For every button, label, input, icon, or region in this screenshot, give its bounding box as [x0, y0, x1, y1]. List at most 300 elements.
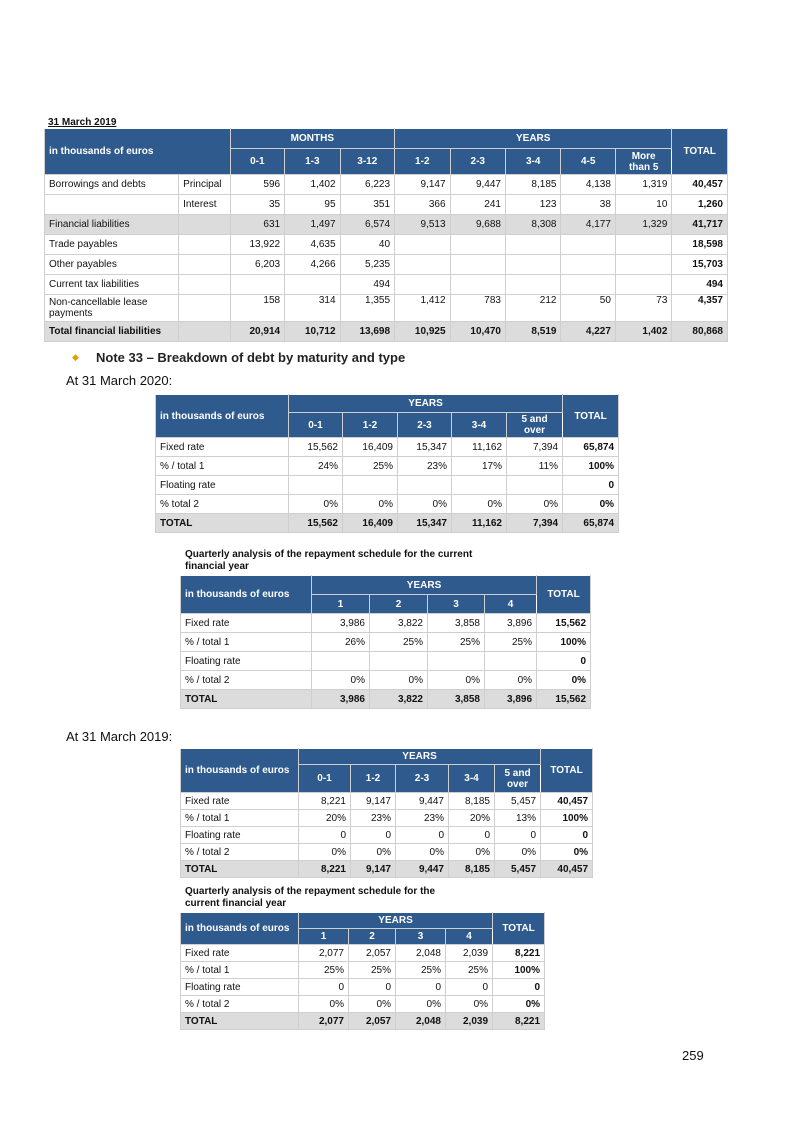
t5-col-header: 1	[299, 929, 349, 945]
cell-value: 1,329	[615, 215, 672, 235]
cell-value: 73	[615, 295, 672, 322]
t3-col-header: 3	[428, 595, 485, 614]
cell-value: 17%	[452, 457, 507, 476]
t3-unit-header: in thousands of euros	[181, 576, 312, 614]
row-total: 0%	[537, 671, 591, 690]
t5-caption: Quarterly analysis of the repayment schedule for the current financial year	[185, 886, 436, 909]
row-total: 40,457	[541, 793, 593, 810]
t4-col-header: 1-2	[351, 765, 396, 793]
cell-value	[505, 235, 560, 255]
cell-value: 26%	[312, 633, 370, 652]
cell-value: 3,986	[312, 614, 370, 633]
table-row	[156, 438, 619, 457]
cell-value: 10,470	[450, 322, 505, 342]
row-total: 8,221	[493, 945, 545, 962]
table-row	[181, 945, 545, 962]
cell-value	[615, 255, 672, 275]
cell-value: 3,822	[370, 690, 428, 709]
t5-unit-header: in thousands of euros	[181, 913, 299, 945]
row-total: 100%	[563, 457, 619, 476]
row-total: 494	[672, 275, 728, 295]
cell-value: 25%	[343, 457, 398, 476]
quarterly-2019-table	[180, 912, 545, 1030]
cell-value: 35	[230, 195, 284, 215]
row-label: TOTAL	[181, 1013, 299, 1030]
cell-value: 16,409	[343, 514, 398, 533]
cell-value: 8,185	[449, 793, 495, 810]
cell-value: 0%	[428, 671, 485, 690]
row-total: 0	[541, 827, 593, 844]
cell-value: 0	[349, 979, 396, 996]
cell-value: 40	[340, 235, 395, 255]
t1-col-header: 0-1	[230, 149, 284, 175]
cell-value: 15,347	[398, 514, 452, 533]
t4-col-header: 3-4	[449, 765, 495, 793]
cell-value: 2,077	[299, 945, 349, 962]
cell-value: 25%	[446, 962, 493, 979]
cell-value: 3,822	[370, 614, 428, 633]
cell-value: 5,457	[495, 861, 541, 878]
t5-total-header: TOTAL	[493, 913, 545, 945]
cell-value: 1,402	[615, 322, 672, 342]
cell-value: 212	[505, 295, 560, 322]
cell-value: 0%	[349, 996, 396, 1013]
cell-value: 1,412	[395, 295, 450, 322]
cell-value: 0	[299, 979, 349, 996]
cell-value: 9,447	[450, 175, 505, 195]
cell-value: 366	[395, 195, 450, 215]
t2-unit-header: in thousands of euros	[156, 395, 289, 438]
cell-value	[561, 235, 615, 255]
row-total: 0	[563, 476, 619, 495]
cell-value	[450, 255, 505, 275]
cell-value: 6,203	[230, 255, 284, 275]
cell-value: 1,355	[340, 295, 395, 322]
cell-value: 11,162	[452, 438, 507, 457]
cell-value	[507, 476, 563, 495]
cell-value: 13,698	[340, 322, 395, 342]
cell-value	[370, 652, 428, 671]
cell-value: 3,896	[485, 614, 537, 633]
cell-value: 8,308	[505, 215, 560, 235]
t4-years-header: YEARS	[299, 749, 541, 765]
row-total: 100%	[493, 962, 545, 979]
cell-value: 4,138	[561, 175, 615, 195]
cell-value: 0	[449, 827, 495, 844]
row-total: 100%	[541, 810, 593, 827]
bullet-icon: ◆	[72, 352, 79, 362]
cell-value: 9,447	[396, 793, 449, 810]
page-number: 259	[682, 1048, 704, 1063]
cell-value: 0%	[312, 671, 370, 690]
cell-value	[398, 476, 452, 495]
cell-value: 25%	[299, 962, 349, 979]
t1-unit-header: in thousands of euros	[45, 129, 231, 175]
cell-value: 2,057	[349, 1013, 396, 1030]
cell-value: 8,221	[299, 861, 351, 878]
cell-value: 0	[351, 827, 396, 844]
row-label: Non-cancellable lease payments	[45, 295, 179, 322]
row-total: 100%	[537, 633, 591, 652]
row-label: Fixed rate	[156, 438, 289, 457]
t1-col-header: 3-12	[340, 149, 395, 175]
row-total: 0%	[493, 996, 545, 1013]
cell-value: 3,858	[428, 690, 485, 709]
table-row	[181, 844, 593, 861]
cell-value: 8,185	[505, 175, 560, 195]
table-row	[45, 175, 728, 195]
cell-value: 25%	[485, 633, 537, 652]
at-2020-label: At 31 March 2020:	[66, 373, 173, 388]
t4-col-header: 0-1	[299, 765, 351, 793]
cell-value: 20%	[299, 810, 351, 827]
cell-value: 15,562	[289, 514, 343, 533]
table-row	[45, 295, 728, 322]
row-label: % total 2	[156, 495, 289, 514]
cell-value: 596	[230, 175, 284, 195]
cell-value: 0	[396, 827, 449, 844]
cell-value	[312, 652, 370, 671]
cell-value: 2,048	[396, 945, 446, 962]
cell-value: 10,925	[395, 322, 450, 342]
row-total: 80,868	[672, 322, 728, 342]
table-row	[181, 652, 591, 671]
table-row	[45, 255, 728, 275]
table-row	[181, 962, 545, 979]
row-label	[45, 195, 179, 215]
cell-value: 123	[505, 195, 560, 215]
row-total: 8,221	[493, 1013, 545, 1030]
cell-value: 2,048	[396, 1013, 446, 1030]
cell-value	[428, 652, 485, 671]
cell-value: 10	[615, 195, 672, 215]
cell-value	[452, 476, 507, 495]
table-row	[181, 690, 591, 709]
cell-value: 25%	[396, 962, 446, 979]
cell-value	[289, 476, 343, 495]
cell-value: 0%	[351, 844, 396, 861]
cell-value: 1,402	[285, 175, 340, 195]
row-label: Borrowings and debts	[45, 175, 179, 195]
row-total: 0	[537, 652, 591, 671]
row-label: TOTAL	[181, 861, 299, 878]
t3-col-header: 1	[312, 595, 370, 614]
t1-years-header: YEARS	[395, 129, 672, 149]
row-label: Floating rate	[181, 652, 312, 671]
t4-col-header: 2-3	[396, 765, 449, 793]
cell-value	[343, 476, 398, 495]
cell-value: 25%	[349, 962, 396, 979]
row-label: % / total 1	[181, 633, 312, 652]
row-label: % / total 1	[181, 810, 299, 827]
cell-value: 9,447	[396, 861, 449, 878]
t2-col-header: 0-1	[289, 413, 343, 438]
row-sublabel	[179, 322, 230, 342]
table-row	[181, 996, 545, 1013]
cell-value: 5,235	[340, 255, 395, 275]
cell-value: 0	[446, 979, 493, 996]
row-total: 15,562	[537, 614, 591, 633]
table-row	[156, 495, 619, 514]
row-total: 65,874	[563, 514, 619, 533]
cell-value: 20%	[449, 810, 495, 827]
cell-value: 2,039	[446, 1013, 493, 1030]
row-label: Other payables	[45, 255, 179, 275]
cell-value: 158	[230, 295, 284, 322]
t2-total-header: TOTAL	[563, 395, 619, 438]
row-total: 0%	[541, 844, 593, 861]
t3-years-header: YEARS	[312, 576, 537, 595]
cell-value: 20,914	[230, 322, 284, 342]
row-sublabel	[179, 275, 230, 295]
table-row	[45, 275, 728, 295]
t5-years-header: YEARS	[299, 913, 493, 929]
cell-value: 351	[340, 195, 395, 215]
t4-unit-header: in thousands of euros	[181, 749, 299, 793]
row-label: % / total 2	[181, 844, 299, 861]
row-total: 0%	[563, 495, 619, 514]
cell-value: 9,688	[450, 215, 505, 235]
row-label: TOTAL	[156, 514, 289, 533]
cell-value	[615, 275, 672, 295]
row-label: Trade payables	[45, 235, 179, 255]
row-label: % / total 1	[181, 962, 299, 979]
table-row	[45, 235, 728, 255]
cell-value	[285, 275, 340, 295]
cell-value	[450, 235, 505, 255]
row-label: % / total 1	[156, 457, 289, 476]
row-sublabel: Interest	[179, 195, 230, 215]
table-row	[181, 633, 591, 652]
cell-value: 241	[450, 195, 505, 215]
t1-months-header: MONTHS	[230, 129, 394, 149]
cell-value: 0	[396, 979, 446, 996]
row-label: Floating rate	[181, 979, 299, 996]
row-label: Fixed rate	[181, 945, 299, 962]
t4-col-header: 5 and over	[495, 765, 541, 793]
row-total: 15,562	[537, 690, 591, 709]
cell-value	[450, 275, 505, 295]
table-row	[181, 979, 545, 996]
cell-value: 10,712	[285, 322, 340, 342]
cell-value: 15,562	[289, 438, 343, 457]
cell-value: 2,077	[299, 1013, 349, 1030]
row-sublabel	[179, 255, 230, 275]
table-row	[181, 671, 591, 690]
row-label: Floating rate	[156, 476, 289, 495]
cell-value: 0	[299, 827, 351, 844]
cell-value: 0	[495, 827, 541, 844]
cell-value: 11%	[507, 457, 563, 476]
t1-col-header: 1-3	[285, 149, 340, 175]
cell-value: 0%	[343, 495, 398, 514]
row-label: % / total 2	[181, 671, 312, 690]
cell-value: 8,519	[505, 322, 560, 342]
row-sublabel	[179, 235, 230, 255]
row-total: 65,874	[563, 438, 619, 457]
t2-years-header: YEARS	[289, 395, 563, 413]
cell-value: 0%	[398, 495, 452, 514]
table-row	[181, 810, 593, 827]
cell-value	[230, 275, 284, 295]
cell-value: 25%	[370, 633, 428, 652]
note-title: Note 33 – Breakdown of debt by maturity and type	[96, 350, 406, 365]
cell-value	[505, 255, 560, 275]
row-label: Fixed rate	[181, 614, 312, 633]
cell-value: 783	[450, 295, 505, 322]
row-label: TOTAL	[181, 690, 312, 709]
cell-value: 23%	[351, 810, 396, 827]
row-label: Floating rate	[181, 827, 299, 844]
row-sublabel	[179, 215, 230, 235]
t2-col-header: 2-3	[398, 413, 452, 438]
cell-value: 9,513	[395, 215, 450, 235]
cell-value: 3,986	[312, 690, 370, 709]
cell-value: 0%	[370, 671, 428, 690]
table1-caption: 31 March 2019	[48, 117, 117, 128]
cell-value: 8,185	[449, 861, 495, 878]
t3-col-header: 2	[370, 595, 428, 614]
cell-value: 2,057	[349, 945, 396, 962]
table-row	[45, 195, 728, 215]
cell-value: 4,227	[561, 322, 615, 342]
cell-value: 631	[230, 215, 284, 235]
row-label: Financial liabilities	[45, 215, 179, 235]
cell-value: 0%	[446, 996, 493, 1013]
table-row	[156, 476, 619, 495]
cell-value: 23%	[396, 810, 449, 827]
t1-col-header: More than 5	[615, 149, 672, 175]
cell-value	[395, 235, 450, 255]
t2-col-header: 3-4	[452, 413, 507, 438]
cell-value: 6,223	[340, 175, 395, 195]
cell-value: 4,635	[285, 235, 340, 255]
t3-total-header: TOTAL	[537, 576, 591, 614]
cell-value: 4,177	[561, 215, 615, 235]
cell-value: 3,896	[485, 690, 537, 709]
cell-value	[561, 275, 615, 295]
cell-value: 1,319	[615, 175, 672, 195]
cell-value	[395, 275, 450, 295]
cell-value: 15,347	[398, 438, 452, 457]
table-row	[181, 614, 591, 633]
cell-value: 8,221	[299, 793, 351, 810]
t5-col-header: 3	[396, 929, 446, 945]
cell-value: 0%	[289, 495, 343, 514]
row-sublabel: Principal	[179, 175, 230, 195]
at-2019-label: At 31 March 2019:	[66, 729, 173, 744]
t2-col-header: 5 and over	[507, 413, 563, 438]
cell-value: 4,266	[285, 255, 340, 275]
cell-value: 23%	[398, 457, 452, 476]
cell-value: 5,457	[495, 793, 541, 810]
cell-value: 0%	[396, 996, 446, 1013]
cell-value: 13%	[495, 810, 541, 827]
cell-value: 9,147	[395, 175, 450, 195]
table-row	[181, 1013, 545, 1030]
table-row	[45, 322, 728, 342]
table-row	[181, 793, 593, 810]
t1-col-header: 4-5	[561, 149, 615, 175]
maturity-2019-table	[180, 748, 593, 878]
cell-value: 494	[340, 275, 395, 295]
maturity-2020-table	[155, 394, 619, 533]
row-label: Fixed rate	[181, 793, 299, 810]
cell-value: 1,497	[285, 215, 340, 235]
table-row	[181, 861, 593, 878]
t2-col-header: 1-2	[343, 413, 398, 438]
cell-value: 11,162	[452, 514, 507, 533]
cell-value: 314	[285, 295, 340, 322]
row-total: 15,703	[672, 255, 728, 275]
t5-col-header: 4	[446, 929, 493, 945]
t3-caption: Quarterly analysis of the repayment schedule for the current financial year	[185, 549, 473, 572]
row-total: 40,457	[541, 861, 593, 878]
cell-value: 38	[561, 195, 615, 215]
cell-value: 0%	[485, 671, 537, 690]
t1-col-header: 2-3	[450, 149, 505, 175]
cell-value: 9,147	[351, 861, 396, 878]
t4-total-header: TOTAL	[541, 749, 593, 793]
cell-value	[615, 235, 672, 255]
cell-value: 13,922	[230, 235, 284, 255]
cell-value: 2,039	[446, 945, 493, 962]
table-row	[45, 215, 728, 235]
cell-value: 6,574	[340, 215, 395, 235]
cell-value: 16,409	[343, 438, 398, 457]
cell-value: 0%	[396, 844, 449, 861]
table-row	[156, 514, 619, 533]
cell-value: 0%	[452, 495, 507, 514]
cell-value: 9,147	[351, 793, 396, 810]
cell-value: 0%	[449, 844, 495, 861]
t5-col-header: 2	[349, 929, 396, 945]
row-total: 0	[493, 979, 545, 996]
table-row	[156, 457, 619, 476]
cell-value: 7,394	[507, 438, 563, 457]
row-total: 18,598	[672, 235, 728, 255]
cell-value: 0%	[299, 844, 351, 861]
cell-value	[485, 652, 537, 671]
row-label: Current tax liabilities	[45, 275, 179, 295]
liabilities-table	[44, 128, 728, 342]
cell-value: 3,858	[428, 614, 485, 633]
row-total: 1,260	[672, 195, 728, 215]
cell-value	[561, 255, 615, 275]
row-label: Total financial liabilities	[45, 322, 179, 342]
row-label: % / total 2	[181, 996, 299, 1013]
cell-value: 7,394	[507, 514, 563, 533]
cell-value: 50	[561, 295, 615, 322]
t1-col-header: 3-4	[505, 149, 560, 175]
cell-value	[505, 275, 560, 295]
row-total: 4,357	[672, 295, 728, 322]
quarterly-2020-table	[180, 575, 591, 709]
cell-value: 95	[285, 195, 340, 215]
cell-value	[395, 255, 450, 275]
cell-value: 0%	[299, 996, 349, 1013]
table-row	[181, 827, 593, 844]
cell-value: 25%	[428, 633, 485, 652]
row-total: 41,717	[672, 215, 728, 235]
cell-value: 0%	[495, 844, 541, 861]
row-total: 40,457	[672, 175, 728, 195]
cell-value: 24%	[289, 457, 343, 476]
t1-total-header: TOTAL	[672, 129, 728, 175]
t3-col-header: 4	[485, 595, 537, 614]
cell-value: 0%	[507, 495, 563, 514]
t1-col-header: 1-2	[395, 149, 450, 175]
